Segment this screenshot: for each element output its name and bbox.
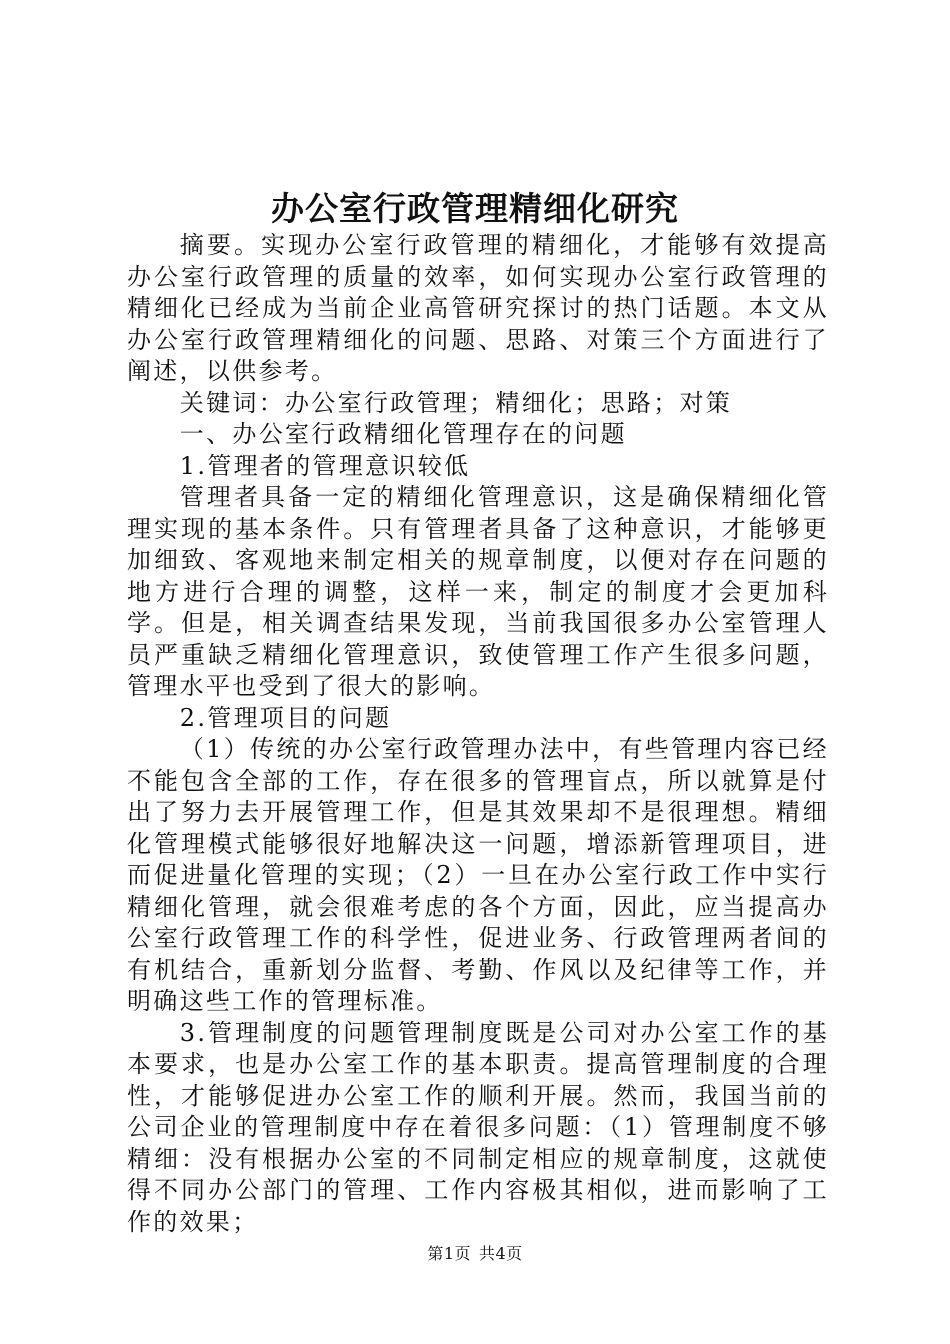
page-number: 第1页 <box>427 1244 471 1263</box>
document-body <box>127 230 829 1238</box>
page-footer <box>0 1244 950 1264</box>
keywords-paragraph: 关键词：办公室行政管理；精细化；思路；对策 <box>179 388 733 417</box>
subheading-2: 2.管理项目的问题 <box>179 703 392 732</box>
subheading-1: 1.管理者的管理意识较低 <box>179 451 471 480</box>
body-paragraph-1: 管理者具备一定的精细化管理意识，这是确保精细化管理实现的基本条件。只有管理者具备了这种意识，才能够更加细致、客观地来制定相关的规章制度，以便对存在问题的地方进行合理的调整，这样一来，制定的制度才会更加科学。但是，相关调查结果发现，当前我国很多办公室管理人员严重缺乏精细化管理意识，致使管理工作产生很多问题，管理水平也受到了很大的影响。 <box>127 483 829 700</box>
section-heading-1: 一、办公室行政精细化管理存在的问题 <box>179 420 627 448</box>
body-paragraph-3: 3.管理制度的问题管理制度既是公司对办公室工作的基本要求，也是办公室工作的基本职责。提高管理制度的合理性，才能够促进办公室工作的顺利开展。然而，我国当前的公司企业的管理制度中存在着很多问题：（1）管理制度不够精细：没有根据办公室的不同制定相应的规章制度，这就使得不同办公部门的管理、工作内容极其相似，进而影响了工作的效果； <box>127 1018 829 1236</box>
abstract-paragraph: 摘要。实现办公室行政管理的精细化，才能够有效提高办公室行政管理的质量的效率，如何实现办公室行政管理的精细化已经成为当前企业高管研究探讨的热门话题。本文从办公室行政管理精细化的问题、思路、对策三个方面进行了阐述，以供参考。 <box>127 231 829 385</box>
document-title: 办公室行政管理精细化研究 <box>271 189 679 228</box>
body-paragraph-2: （1）传统的办公室行政管理办法中，有些管理内容已经不能包含全部的工作，存在很多的管理盲点，所以就算是付出了努力去开展管理工作，但是其效果却不是很理想。精细化管理模式能够很好地解决这一问题，增添新管理项目，进而促进量化管理的实现；（2）一旦在办公室行政工作中实行精细化管理，就会很难考虑的各个方面，因此，应当提高办公室行政管理工作的科学性，促进业务、行政管理两者间的有机结合，重新划分监督、考勤、作风以及纪律等工作，并明确这些工作的管理标准。 <box>127 735 829 1015</box>
total-pages: 共4页 <box>479 1244 523 1263</box>
